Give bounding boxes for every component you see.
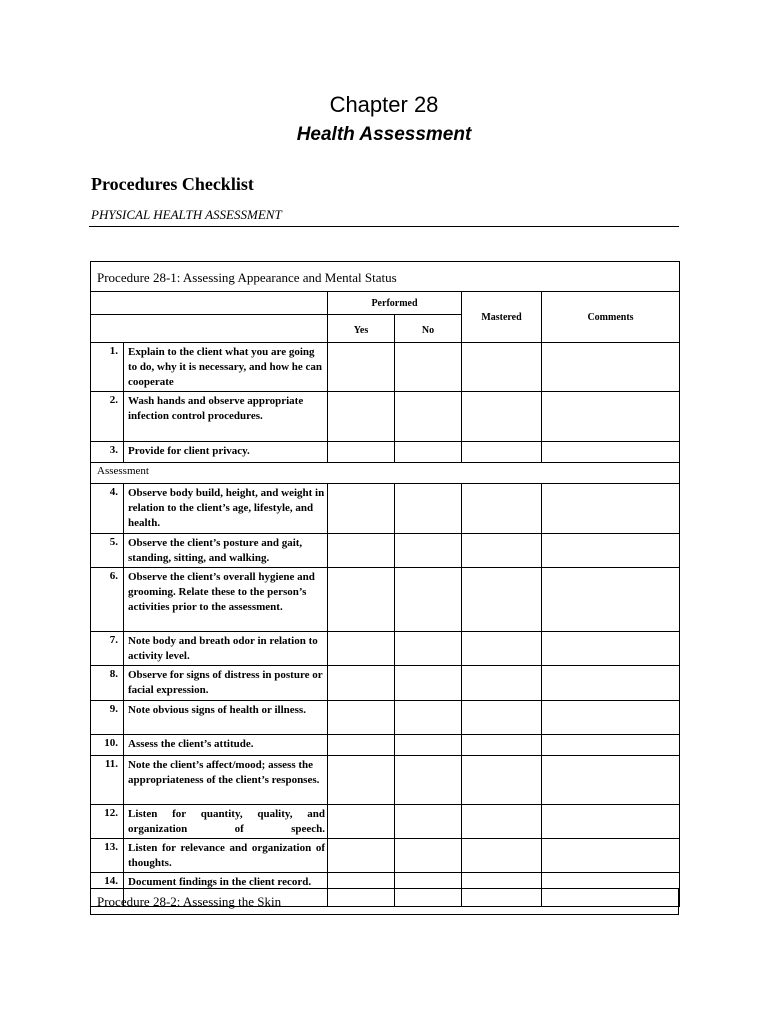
comments-cell[interactable]: [542, 568, 680, 632]
step-text: Observe the client’s posture and gait, standing, sitting, and walking.: [124, 534, 328, 568]
checklist-step-row: [91, 756, 680, 805]
mastered-header: Mastered: [462, 292, 542, 343]
performed-header: Performed: [328, 292, 462, 315]
step-text: Note obvious signs of health or illness.: [124, 701, 328, 735]
section-divider: [89, 226, 679, 227]
step-text: Document findings in the client record.: [124, 873, 328, 907]
header-row-performed: [91, 292, 680, 315]
checklist-step-row: [91, 632, 680, 666]
mastered-cell[interactable]: [462, 701, 542, 735]
yes-cell[interactable]: [328, 839, 395, 873]
comments-cell[interactable]: [542, 666, 680, 701]
section-title: Procedures Checklist: [91, 174, 254, 194]
comments-cell[interactable]: [542, 839, 680, 873]
comments-cell[interactable]: [542, 392, 680, 442]
procedure-title: Procedure 28-1: Assessing Appearance and Mental Status: [91, 262, 680, 292]
step-number: 11.: [91, 756, 124, 805]
step-number: 4.: [91, 484, 124, 534]
checklist-step-row: [91, 666, 680, 701]
comments-cell[interactable]: [542, 534, 680, 568]
yes-cell[interactable]: [328, 701, 395, 735]
mastered-cell[interactable]: [462, 568, 542, 632]
checklist-step-row: [91, 392, 680, 442]
mastered-cell[interactable]: [462, 632, 542, 666]
comments-cell[interactable]: [542, 735, 680, 756]
checklist-step-row: [91, 805, 680, 839]
mastered-cell[interactable]: [462, 839, 542, 873]
step-text: Observe for signs of distress in posture or facial expression.: [124, 666, 328, 701]
step-number: 14.: [91, 873, 124, 907]
checklist-step-row: [91, 839, 680, 873]
step-text: Listen for quantity, quality, and organization of speech.: [124, 805, 328, 839]
yes-cell[interactable]: [328, 805, 395, 839]
mastered-cell[interactable]: [462, 343, 542, 392]
chapter-subtitle: Health Assessment: [296, 124, 472, 145]
mastered-cell[interactable]: [462, 805, 542, 839]
step-text: Note the client’s affect/mood; assess the appropriateness of the client’s responses.: [124, 756, 328, 805]
checklist-step-row: [91, 568, 680, 632]
comments-cell[interactable]: [542, 701, 680, 735]
checklist-step-row: [91, 701, 680, 735]
no-cell[interactable]: [395, 442, 462, 463]
procedure-title-row: [91, 262, 680, 292]
step-text: Listen for relevance and organization of thoughts.: [124, 839, 328, 873]
mastered-cell[interactable]: [462, 756, 542, 805]
step-number: 13.: [91, 839, 124, 873]
no-cell[interactable]: [395, 735, 462, 756]
comments-cell[interactable]: [542, 632, 680, 666]
section-subtitle: PHYSICAL HEALTH ASSESSMENT: [91, 207, 282, 222]
comments-cell[interactable]: [542, 442, 680, 463]
yes-cell[interactable]: [328, 756, 395, 805]
step-number: 7.: [91, 632, 124, 666]
no-cell[interactable]: [395, 839, 462, 873]
yes-cell[interactable]: [328, 343, 395, 392]
no-cell[interactable]: [395, 568, 462, 632]
yes-cell[interactable]: [328, 484, 395, 534]
procedure-checklist-table: [90, 261, 680, 907]
yes-cell[interactable]: [328, 568, 395, 632]
comments-cell[interactable]: [542, 805, 680, 839]
no-cell[interactable]: [395, 392, 462, 442]
step-number: 12.: [91, 805, 124, 839]
chapter-heading: Chapter 28: [329, 92, 439, 117]
step-text: Explain to the client what you are going to do, why it is necessary, and how he can cooperate: [124, 343, 328, 392]
step-number: 5.: [91, 534, 124, 568]
no-header: No: [395, 315, 462, 343]
step-number: 10.: [91, 735, 124, 756]
no-cell[interactable]: [395, 701, 462, 735]
mastered-cell[interactable]: [462, 534, 542, 568]
mastered-cell[interactable]: [462, 735, 542, 756]
comments-cell[interactable]: [542, 343, 680, 392]
yes-cell[interactable]: [328, 632, 395, 666]
yes-cell[interactable]: [328, 534, 395, 568]
assessment-label: Assessment: [91, 463, 680, 484]
checklist-step-row: [91, 442, 680, 463]
step-number: 8.: [91, 666, 124, 701]
comments-cell[interactable]: [542, 756, 680, 805]
assessment-row: [91, 463, 680, 484]
step-text: Wash hands and observe appropriate infection control procedures.: [124, 392, 328, 442]
mastered-cell[interactable]: [462, 484, 542, 534]
step-number: 6.: [91, 568, 124, 632]
mastered-cell[interactable]: [462, 442, 542, 463]
checklist-step-row: [91, 343, 680, 392]
step-number: 2.: [91, 392, 124, 442]
step-text: Provide for client privacy.: [124, 442, 328, 463]
step-text: Observe body build, height, and weight in relation to the client’s age, lifestyle, and health.: [124, 484, 328, 534]
procedure-2-title: Procedure 28-2: Assessing the Skin: [91, 889, 679, 915]
no-cell[interactable]: [395, 343, 462, 392]
yes-header: Yes: [328, 315, 395, 343]
step-text: Observe the client’s overall hygiene and grooming. Relate these to the person’s activities prior to the assessment.: [124, 568, 328, 632]
comments-header: Comments: [542, 292, 680, 343]
step-number: 9.: [91, 701, 124, 735]
yes-cell[interactable]: [328, 666, 395, 701]
step-number: 3.: [91, 442, 124, 463]
step-text: Assess the client’s attitude.: [124, 735, 328, 756]
checklist-step-row: [91, 534, 680, 568]
checklist-step-row: [91, 735, 680, 756]
no-cell[interactable]: [395, 756, 462, 805]
step-number: 1.: [91, 343, 124, 392]
yes-cell[interactable]: [328, 735, 395, 756]
step-text: Note body and breath odor in relation to activity level.: [124, 632, 328, 666]
procedure-2-table: [90, 888, 679, 915]
yes-cell[interactable]: [328, 392, 395, 442]
no-cell[interactable]: [395, 484, 462, 534]
comments-cell[interactable]: [542, 484, 680, 534]
mastered-cell[interactable]: [462, 666, 542, 701]
yes-cell[interactable]: [328, 442, 395, 463]
no-cell[interactable]: [395, 666, 462, 701]
mastered-cell[interactable]: [462, 392, 542, 442]
no-cell[interactable]: [395, 534, 462, 568]
checklist-step-row: [91, 484, 680, 534]
no-cell[interactable]: [395, 632, 462, 666]
no-cell[interactable]: [395, 805, 462, 839]
